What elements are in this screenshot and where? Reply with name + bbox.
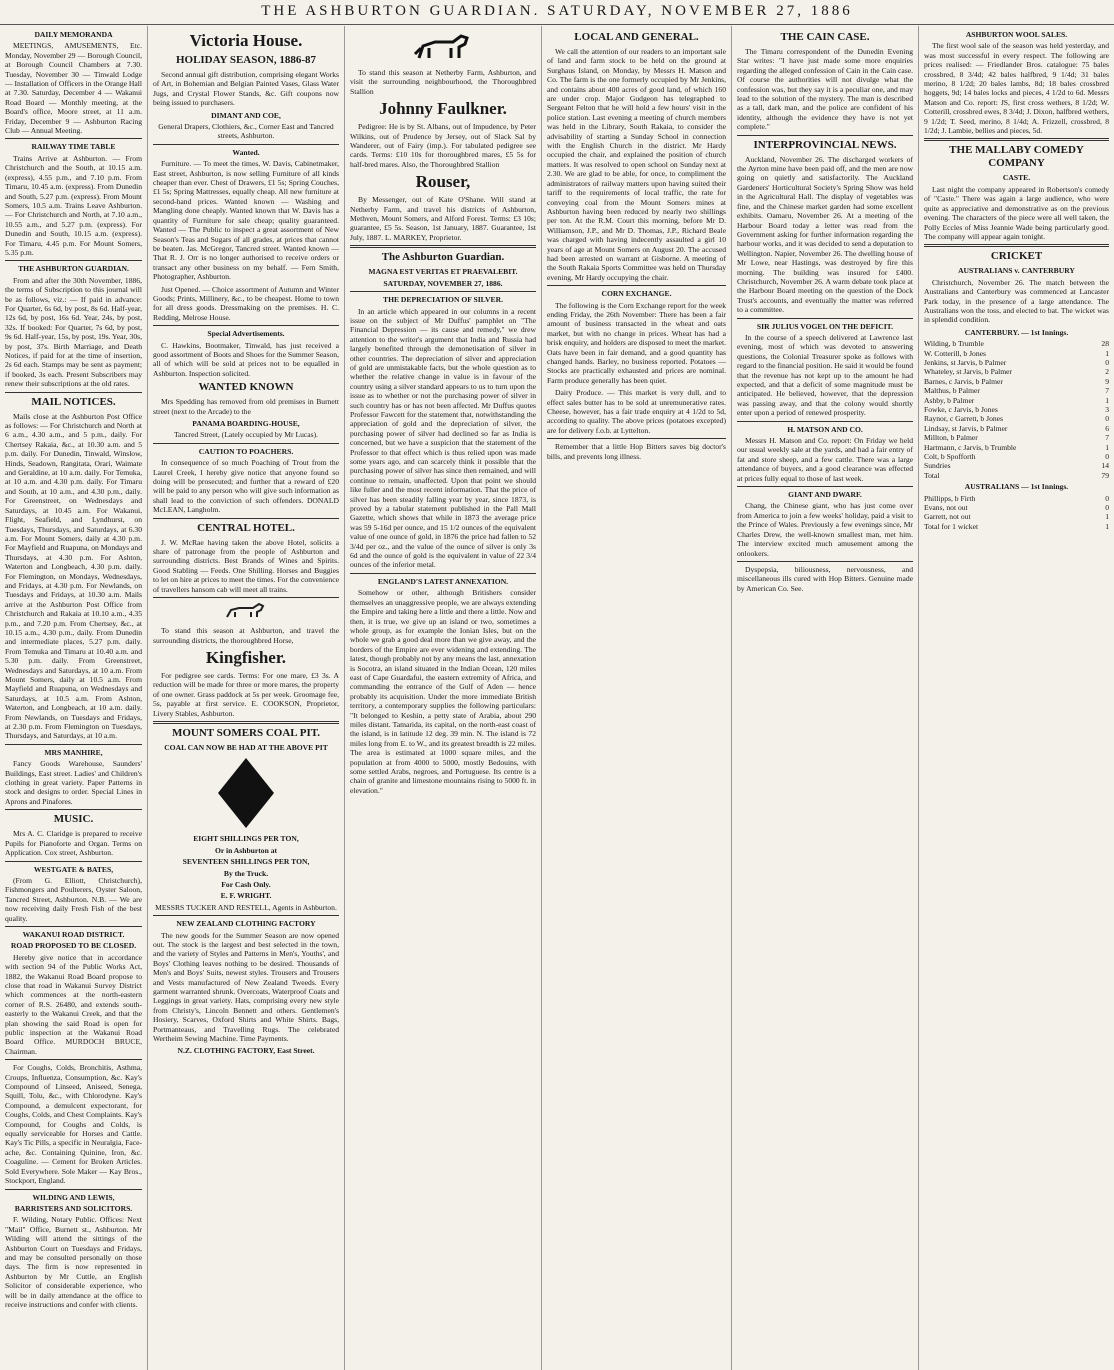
central-text: J. W. McRae having taken the above Hotel, solicits a share of patronage from the people of Ashburton and surrounding districts. Best Brands of Wines and Spirits. Good Stabling — Feeds. One Shilling. Horses and Buggies to let on hire at prices to meet the times. For the convenience of travellers hansom cab will meet all trains. (153, 537, 339, 594)
runs: 0 (1105, 357, 1109, 367)
aus-total-label: Total for 1 wicket (924, 521, 979, 531)
innings-title: CANTERBURY. — 1st Innings. (964, 327, 1069, 337)
nz-clothing-footer: N.Z. CLOTHING FACTORY, East Street. (177, 1046, 315, 1056)
wool-title: ASHBURTON WOOL SALES. (965, 30, 1068, 39)
runs: 2 (1105, 367, 1109, 377)
score-row (924, 433, 1109, 442)
score-row (924, 386, 1109, 395)
diamant-title: DIMANT AND COE, (211, 110, 281, 120)
inter-text: Auckland, November 26. The discharged workers of the Ayrton mine have been paid off, and the men are now going on quietly and satisfactorily. The Auckland Gardeners' Horticultural Society's Spring Show was held in the Agricultural Hall. The display of vegetables was fine, and the Chinese market garden had some excellent exhibits. Oamaru, November 26. At a meeting of the Harbour Board today a letter was read from the Government asking for further information regarding the harbour works, and it was decided to send a deputation to Wellington. Napier, November 26. The dwelling house of Mr Lowe, near Hastings, was destroyed by fire this morning. The building was insured for £400. Christchurch, November 26. A warm debate took place at the Harbour Board meeting on the question of the Dock Trust's accounts, and eventually the matter was referred to a committee. (737, 154, 913, 315)
wakanui-title: WAKANUI ROAD DISTRICT. (22, 929, 125, 939)
column-1 (0, 26, 148, 1370)
paper-name: The Ashburton Guardian. (381, 251, 505, 264)
runs: 6 (1105, 423, 1109, 433)
faulkner-intro: To stand this season at Netherby Farm, Ashburton, and visit the surrounding neighbourhood, the Thoroughbred Stallion (350, 68, 536, 96)
score-row (924, 461, 1109, 470)
batsman: Jenkins, st Jarvis, b Palmer (924, 357, 1007, 367)
score-row (924, 358, 1109, 367)
kingfisher-text: For pedigree see cards. Terms: For one mare, £3 3s. A reduction will be made for three or more mares, the property of one owner. Grass paddock at 5s per week. Groomage fee, 5s, payable at first service. E. COOKSON, Proprietor, Livery Stables, Ashburton. (153, 670, 339, 718)
score-row (924, 494, 1109, 503)
nz-clothing-title: NEW ZEALAND CLOTHING FACTORY (176, 919, 316, 929)
runs: 0 (1105, 452, 1109, 462)
hawkins-text: C. Hawkins, Bootmaker, Tinwald, has just received a good assortment of Boots and Shoes for the Summer Season, all of which will be sold at prices not to be equalled in Ashburton. Inspection solicited. (153, 340, 339, 378)
england-title: ENGLAND'S LATEST ANNEXATION. (377, 576, 509, 586)
rouser-title: Rouser, (415, 172, 471, 192)
rail-title: RAILWAY TIME TABLE (31, 142, 116, 152)
tucker-agents: MESSRS TUCKER AND RESTELL, Agents in Ashburton. (155, 902, 337, 912)
cain-text: The Timaru correspondent of the Dunedin Evening Star writes: "I have just made some more enquiries regarding the alleged confession of Cain in the Cain case. Of course the authorities will not divulge what the confession was, but they say it is a peculiar one, and may lead to the solution of the mystery. The man is described as a tall, dark man, and the police are confident of his identity, although the evidence they have is not yet complete." (737, 47, 913, 132)
batsman: Colt, b Spofforth (924, 452, 976, 462)
giant-text: Chang, the Chinese giant, who has just come over from America to join a few weeks' holiday, paid a visit to the Prince of Wales. Previously a few evenings since, Mr Charles Drew, the well-known smallest man, met him. The interview excited much amusement among the onlookers. (737, 501, 913, 558)
runs: 1 (1105, 512, 1109, 522)
column-5 (732, 26, 919, 1370)
manhire-title: MRS MANHIRE, (44, 747, 103, 757)
giant-title: GIANT AND DWARF. (788, 490, 862, 500)
runs: 1 (1105, 395, 1109, 405)
score-row (924, 503, 1109, 512)
aus-total: 1 (1105, 521, 1109, 531)
cricket-subtitle: AUSTRALIANS v. CANTERBURY (958, 266, 1075, 276)
guardian-text: From and after the 30th November, 1886, the terms of Subscription to this journal will be as follows, viz.: — If paid in advance: For Quarter, 6s 6d, by post, 8s 6d. Half-year, 12s 6d, by post, 16s 6d. Year, 24s, by post, 32s. If booked: For Quarter, 7s 6d, by post, 9s 6d. Half-year, 15s, by post, 19s. Year, 30s, by post, 37s. Birth Marriage, and Death Notices, if paid for at the time of insertion, 2s 6d each. Stamps may be sent as payment; if booked, 3s each. Present Subscribers may renew their subscriptions at the old rates. (5, 275, 142, 389)
manhire-text: Fancy Goods Warehouse, Saunders' Buildings, East street. Ladies' and Children's clothing in great variety. Paper Patterns in stock and designs to order. Special Lines in Aprons and Pinafores. (5, 759, 142, 806)
score-row (924, 377, 1109, 386)
coughs-text: For Coughs, Colds, Bronchitis, Asthma, Croups, Influenza, Consumption, &c. Kay's Compound of Linseed, Aniseed, Senega, Squill, Tolu, &c., with Chlorodyne. Kay's Compound, a demulcent expectorant, for Coughs, Colds, and Chest Complaints. Kay's Compound, for Coughs and Colds, is equally serviceable for Horses and Cattle. Kay's Tic Pills, a specific in Neuralgia, Face-ache, &c. Containing Quinine, Iron, &c. Coaguline. — Cement for Broken Articles. Sold Everywhere. Sole Maker — Kay Bros., Stockport, England. (5, 1063, 142, 1186)
aus-total-row (924, 522, 1109, 531)
score-row (924, 349, 1109, 358)
runs: 28 (1101, 339, 1109, 349)
batsman: Millton, b Palmer (924, 433, 978, 443)
wakanui-text: Hereby give notice that in accordance with section 94 of the Public Works Act, 1882, the Wakanui Road Board propose to close that road in Wakanui Survey District which commences at the north-eastern corner of R.S. 26480, and extends south-easterly to the Wakanui Creek, and that the plan showing the said Road is open for public inspection at the Wakanui Road Board Office. MURDOCH BRUCE, Chairman. (5, 952, 142, 1056)
vogel-text: In the course of a speech delivered at Lawrence last evening, most of which was devoted to answering questions, the Colonial Treasurer spoke as follows with regard to the financial position. He said it would be found that the revenue has not kept up to the amount he had expected, and that a deficit of some magnitude must be anticipated. He believed, however, that the depression was passing away, and that the colony would shortly enter upon a period of renewed prosperity. (737, 332, 913, 418)
runs: 3 (1105, 405, 1109, 414)
runs: 0 (1105, 493, 1109, 503)
wakanui-subtitle: ROAD PROPOSED TO BE CLOSED. (10, 941, 137, 951)
wilding-title: WILDING AND LEWIS, (32, 1192, 115, 1202)
score-row (924, 452, 1109, 461)
rouser-text: By Messenger, out of Kate O'Shane. Will stand at Netherby Farm, and travel his districts of Ashburton, Methven, Mount Somers, and Alford Forest. Terms: £3 10s; guarantee, £5 5s. Season, 1st January, 1887. Guarantee, 1st July, 1887. L. MARKEY, Proprietor. (350, 195, 536, 242)
faulkner-title: Johnny Faulkner. (379, 99, 507, 119)
batsman: Evans, not out (924, 503, 968, 513)
coal-truck: By the Truck. (223, 868, 269, 878)
mail-text: Mails close at the Ashburton Post Office as follows: — For Christchurch and North at 6 a.m., 4.30 a.m., and 5 p.m., daily. For Chertsey Rakaia, &c., at 10.30 a.m. and 5 p.m. daily. For Dunedin, Tinwald, Winslow, Hinds, Seadown, Rangitata, Orari, Waimate and Geraldine, at 10 a.m. daily. For Temuka, at 10 a.m. and 4.30 p.m. daily. For Timaru and South, at 10 a.m., and 4.30 p.m., daily. For Greenstreet, on Wednesdays and Saturdays, at 10.45 a.m. For Wakanui, Flight, Seafield, and Lyndhurst, on Tuesdays, Thursdays, and Saturdays, at 6.30 a.m. For Mount Somers, daily at 4.30 p.m. For Mayfield and Ruapuna, on Mondays and Thursdays, at 4.30 p.m. For Ashton, Waterton and Longbeach, 4.30 p.m. daily. For Flemington, on Mondays, Wednesdays, and Fridays, at 4.30 p.m. For Newlands, on Tuesdays and Fridays, at 10.30 a.m. Mails arrive at the Ashburton Post Office from Christchurch and Rakaia at 10.10 a.m., 4.35 p.m., and 7.20 p.m. From Chertsey, &c., at 10.15 a.m., 4.30 p.m., daily. From Dunedin and intermediate places, 5.27 p.m. daily. From Temuka and Timaru at 10.40 a.m. and 5.30 p.m. daily. From Greenstreet, Wednesdays and Saturdays, at 10 a.m. From Mount Somers, daily at 10.5 a.m. From Mayfield and Ruapuna, on Wednesdays and Saturdays, at 10.5 a.m. From Ashton, Waterton, and Longbeach, at 10 a.m. daily. From Newlands, on Tuesdays and Fridays, at 2.30 p.m. From Flemington on Tuesdays, Thursdays, and Saturdays, at 10 a.m. (5, 411, 142, 741)
local-text: We call the attention of our readers to an important sale of land and farm stock to be held on the ground at Surghaus Island, on Monday, by Messrs H. Matson and Co. The farm is the one formerly occupied by Mr Jenkins, and contains about 400 acres of good land, of which 160 are under crop. Major Gudgeon has telegraphed to Sergeant Felton that he will hold a few hours' visit in the police station. Last evening a meeting of church members was held in the Library, South Rakaia, to consider the advisability of starting a Sunday School in connection with the English Church in the district. Mr Hardy occupied the chair, and explained the position of church matters. It was resolved to open school on Sunday next at 2.30. We are glad to be able, for once, to compliment the administrators of railway matters upon having suited their tariff to the requirements of local traffic, the rate for conveying coal from the Mount Somers mines at Ashburton having been reduced by nearly two shillings per ton. At the R.M. Court this morning, before Mr D. Williamson, J.P., and Mr D. Thomas, J.P., Richard Beale was charged with having indecently assaulted a girl 10 years of age at Mount Somers on August 20. The accused had been arrested on warrant at Gisborne. A meeting of the South Rakaia Sports Committee was held on Thursday evening, Mr Hardy occupying the chair. (547, 47, 726, 282)
batsman: Garrett, not out (924, 512, 971, 522)
innings-total-row (924, 471, 1109, 480)
runs: 7 (1105, 433, 1109, 443)
matson-title: H. MATSON AND CO. (787, 424, 863, 434)
holiday-text: Second annual gift distribution, comprising elegant Works of Art, in Bohemian and Belgian Painted Vases, Glass Water Jugs, and Crystal Flower Stands, &c. Gift coupons now being issued to purchasers. (153, 70, 339, 108)
guardian-title: THE ASHBURTON GUARDIAN. (18, 264, 129, 274)
runs: 0 (1105, 503, 1109, 513)
coal-mid: Or in Ashburton at (214, 845, 278, 855)
runs: 0 (1105, 414, 1109, 424)
score-row (924, 424, 1109, 433)
music-text: Mrs A. C. Claridge is prepared to receive Pupils for Pianoforte and Organ. Terms on Application. Cox street, Ashburton. (5, 829, 142, 858)
central-title: CENTRAL HOTEL. (197, 521, 295, 534)
score-row (924, 512, 1109, 521)
caste-title: CASTE. (1002, 173, 1031, 183)
coal-price-town: SEVENTEEN SHILLINGS PER TON, (182, 857, 310, 867)
special-title: Special Advertisements. (207, 329, 285, 339)
leader-title: THE DEPRECIATION OF SILVER. (383, 295, 503, 305)
cricket-title: CRICKET (990, 250, 1043, 263)
caution-text: In consequence of so much Poaching of Trout from the Laurel Creek, I hereby give notice that anyone found so doing will be prosecuted; and further that a reward of £20 will be paid to any person who will give such information as shall lead to the conviction of such offenders. DONALD McLEAN, Langholm. (153, 458, 339, 515)
issue-date: SATURDAY, NOVEMBER 27, 1886. (383, 278, 503, 288)
corn-title: CORN EXCHANGE. (601, 289, 672, 299)
westgate-text: (From G. Elliott, Christchurch), Fishmongers and Poulterers, Oyster Saloon, Tancred Street, Ashburton. N.B. — We are now receiving daily Fresh Fish of the best quality. (5, 875, 142, 923)
wilding-subtitle: BARRISTERS AND SOLICITORS. (14, 1203, 133, 1213)
batsman: Fowke, c Jarvis, b Jones (924, 405, 998, 414)
leader-text: In an article which appeared in our columns in a recent issue on the subject of Mr Duffus' pamphlet on "The Financial Depression — its cause and remedy," we drew attention to the writer's argument that India and Russia had largely benefited through the demonetisation of silver in other countries. The depreciation of silver and appreciation of gold are unmistakable facts, but the whole question as to whether the relative change in value is in favour of the country using a silver standard appears to us to turn upon the issue as to whether or not the purchasing power of silver in such country has or has not been affected. Mr Duffus quotes Professor Fawcett for the statement that, notwithstanding the appreciation of gold and the depreciation of silver, the purchasing power of silver had declined so far as India is concerned, but we have a suspicion that the statement of the Professor to that effect which is thus relied upon was made some years ago, and can scarcely think it possible that the purchasing power of silver has since then remained, and will continue to remain, unaffected. Upon that point we should like fuller and the most recent information. That the price of silver has been steadily falling year by year, since 1873, is proved by a tabular statement published in the Pall Mall Gazette, which shows that while in 1873 the average price was 59 5-16d per ounce, and 15 1/2 ounces of the equivalent value of one ounce of gold, in 1876 the price had fallen to 52 3/4d per oz., and the value of the ounce of silver is only 3s 6d and the ounce of gold is the equivalent in value of 22 3/4 ounces of the inferior metal. (350, 306, 536, 570)
batsman: Barnes, c Jarvis, b Palmer (924, 376, 1003, 386)
batsman: W. Cotterill, b Jones (924, 348, 986, 358)
score-row (924, 414, 1109, 423)
batsman: Sundries (924, 461, 951, 471)
rail-text: Trains Arrive at Ashburton. — From Christchurch and the South, at 10.15 a.m. (express), 4.55 p.m., and 7.10 p.m. From Timaru, 10.45 a.m. (express). From Dunedin and South, 5.27 p.m. (express). From Mount Somers, 10.5 a.m. Trains Leave Ashburton. — For Christchurch and North, at 7.10 a.m., 10.55 a.m., and 5.27 p.m. (express). For Dunedin and South, 10.15 a.m. (express). For Timaru, 4.45 p.m. For Mount Somers, 5.35 p.m. (5, 153, 142, 257)
produce-text: Dairy Produce. — This market is very dull, and to effect sales butter has to be sold at unremunerative rates. Cheese, however, has a fair trade enquiry at 4 1/2d to 5d, according to quality. The above prices (potatoes excepted) are for delivery f.o.b. at Lyttelton. (547, 388, 726, 435)
matson-text: Messrs H. Matson and Co. report: On Friday we held our usual weekly sale at the yards, and had a fair entry of fat and store sheep, and a few cattle. There was a large attendance of buyers, and a good clearance was effected at prices fully equal to those of last week. (737, 436, 913, 483)
column-2 (148, 26, 345, 1370)
england-text: Somehow or other, although Britishers consider themselves an unaggressive people, we are always extending the Empire and taking here a little and there a little. Now and then, it is true, we give up an island or two, sometimes a whole group, as for example the Ionian Isles, but on the whole we grab a good deal more than we give away, and the borders of the Empire are ever widening and extending. The latest, though probably not by any means the last, annexation is Socotra, an island situated in the Indian Ocean, 120 miles east of Cape Guardafui, the eastern extremity of Africa, and commanding the entrance of the Gulf of Aden — hence probably its acquisition. Under the more immediate British territory, a contemporary supplies the following particulars: "It belonged to Keshin, a petty state of Arabia, about 290 miles distant. Tamarida, its capital, on the north-east coast of the island, is in latitude 12 deg. 39 min. N. The island is 72 miles long from E. to W., and its greatest breadth is 22 miles. The area is estimated at 1000 square miles, and the population at from 4000 to 5000, mostly Bedouins, with some settled Arabs, negroes, and Portuguese. Its centre is a chain of granite and limestone mountains rising to 5000 ft. in elevation." (350, 588, 536, 795)
wool-text: The first wool sale of the season was held yesterday, and was most successful in every respect. The following are prices realised: — Friedlander Bros. catalogue: 75 bales crossbred, 8 3/4d; 42 bales halfbred, 9 1/4d; 31 bales merino, 8 1/2d; 20 bales lambs, 8d; 18 bales crossbred hoggets, 9d; 14 bales locks and pieces, 4 1/2d to 6d. Messrs Matson and Co. report: JS, first cross wethers, 8 1/2d; W. Cotterill, crossbred ewes, 8 3/4d; J. Dixon, halfbred wethers, 9 1/2d; T. Seed, merino, 8 1/4d; A. Frizzell, crossbred, 8 1/2d; J. Lambie, bellies and pieces, 5d. (924, 41, 1109, 136)
masthead: THE ASHBURTON GUARDIAN. SATURDAY, NOVEMBER 27, 1886 (0, 0, 1114, 25)
runs: 1 (1105, 442, 1109, 452)
stallion-illustration (413, 32, 473, 64)
coal-cash: For Cash Only. (221, 879, 271, 889)
cain-title: THE CAIN CASE. (780, 31, 870, 43)
runs: 14 (1101, 461, 1109, 471)
coal-diamond-illustration (216, 756, 276, 830)
motto: MAGNA EST VERITAS ET PRAEVALEBIT. (368, 267, 518, 277)
memo-text: MEETINGS, AMUSEMENTS, Etc. Monday, November 29 — Borough Council, at Borough Council Chambers at 7.30. Tuesday, November 30 — Tinwald Lodge — Installation of Officers in the Orange Hall at 7.30. Saturday, December 4 — Wakanui Road Board — Monthly meeting, at the Board's office, Moore street, at 11 a.m. Friday, December 9 — Ashburton Racing Club — Annual Meeting. (5, 41, 142, 136)
score-row (924, 396, 1109, 405)
wanted-known-title: WANTED KNOWN (198, 381, 294, 394)
score-row (924, 443, 1109, 452)
mallaby-text: Last night the company appeared in Robertson's comedy of "Caste." There was again a large audience, who were quite as appreciative and demonstrative as on the previous evening. The characters of the piece were all well taken, the Polly Eccles of Miss Jeannie Wade being particularly good. The company will appear again tonight. (924, 184, 1109, 241)
column-3 (345, 26, 542, 1370)
score-row (924, 405, 1109, 414)
local-title: LOCAL AND GENERAL. (574, 31, 699, 43)
batsman: Malthus, b Palmer (924, 386, 980, 396)
batsman: Raynor, c Garrett, b Jones (924, 414, 1003, 424)
coal-price-pit: EIGHT SHILLINGS PER TON, (193, 834, 299, 844)
panama-title: PANAMA BOARDING-HOUSE, (192, 419, 300, 428)
batsman: Phillipps, b Firth (924, 493, 976, 503)
panama-subtitle: Tancred Street, (Lately occupied by Mr Lucas). (173, 430, 319, 440)
music-title: MUSIC. (53, 813, 94, 826)
column-6 (919, 26, 1114, 1370)
bitters-note: Remember that a little Hop Bitters saves big doctor's bills, and prevents long illness. (547, 442, 726, 461)
kingfisher-title: Kingfisher. (205, 647, 287, 667)
batsman: Ashby, b Palmer (924, 395, 975, 405)
westgate-title: WESTGATE & BATES, (33, 864, 114, 874)
horse-illustration (223, 602, 269, 622)
opened-text: Just Opened. — Choice assortment of Autumn and Winter Goods; Prints, Millinery, &c., to be cheapest. Home to town for all dress goods. Dressmaking on the premises. H. C. Redding, Melrose House. (153, 284, 339, 322)
coal-heading: COAL CAN NOW BE HAD AT THE ABOVE PIT (164, 742, 328, 752)
dyspepsia-note: Dyspepsia, biliousness, nervousness, and miscellaneous ills cured with Hop Bitters. Genuine made by American Co. See. (737, 564, 913, 593)
victoria-title: Victoria House. (189, 31, 303, 50)
wanted-title: Wanted. (232, 147, 260, 157)
runs: 7 (1105, 386, 1109, 396)
innings-list (924, 339, 1109, 471)
mount-somers-title: MOUNT SOMERS COAL PIT. (171, 726, 321, 739)
vogel-title: SIR JULIUS VOGEL ON THE DEFICIT. (756, 321, 894, 331)
mallaby-title: THE MALLABY COMEDY COMPANY (949, 144, 1084, 170)
batsman: Lindsay, st Jarvis, b Palmer (924, 423, 1008, 433)
column-4 (542, 26, 732, 1370)
holiday-title: HOLIDAY SEASON, 1886-87 (175, 54, 317, 66)
nz-clothing-text: The new goods for the Summer Season are now opened out. The stock is the largest and best selected in the town, and the variety of Styles and Patterns in Men's, Youths', and Boys' Clothing leaves nothing to be desired. Thousands of Men's and Boys' Suits, newest styles. Trousers and Trousers and Vests manufactured of New Zealand Tweeds. Every garment warranted shrunk. Overcoats, Waterproof Coats and Leggings in great variety. Hats, comprising every new style from Christy's, Lincoln Bennett and others. Gentlemen's Hosiery, Scarves, Oxford Shirts and White Shirts. Bags, Portmanteaus, and Travelling Rugs. The celebrated Wertheim Sewing Machine. Time Payments. (153, 930, 339, 1044)
runs: 9 (1105, 376, 1109, 386)
inter-title: INTERPROVINCIAL NEWS. (753, 138, 897, 151)
innings-total: 79 (1101, 470, 1109, 480)
faulkner-text: Pedigree: He is by St. Albans, out of Impudence, by Peter Wilkins, out of Prudence by Jersey, out of Slack Sal by Wanderer, out of Fairy (imp.). For tabulated pedigree see cards. Terms: £10 10s for thoroughbred mares, £5 5s for half-bred mares. Also, the Thoroughbred Stallion (350, 122, 536, 169)
wanted-text: Furniture. — To meet the times, W. Davis, Cabinetmaker, East street, Ashburton, is now selling Furniture of all kinds cheaper than ever. Chest of Drawers, £1 5s; Spring Couches, £1 5s; Spring Mattresses, equally cheap. All new furniture at second-hand prices. Wanted known — Washing and Mangling done cheaply. Wanted known that W. Davis has a quantity of Furniture for sale cheap; quality guaranteed. Wanted — The Public to inspect a great assortment of New Season's Teas and Sugars of all grades, at prices that cannot be beaten. Jas. McGregor, Tancred street. Wanted known — That R. J. Orr is no longer authorised to receive orders or transact any other business on my behalf. — Fern Smith, Photographer, Ashburton. (153, 159, 339, 282)
aus-innings-title: AUSTRALIANS — 1st Innings. (964, 482, 1069, 492)
diamant-subtitle: General Drapers, Clothiers, &c., Corner East and Tancred streets, Ashburton. (158, 122, 334, 141)
batsman: Whateley, st Jarvis, b Palmer (924, 367, 1013, 377)
kingfisher-intro: To stand this season at Ashburton, and travel the surrounding districts, the thoroughbred Horse, (153, 626, 339, 645)
caution-title: CAUTION TO POACHERS. (198, 446, 294, 456)
coal-wright: E. F. WRIGHT. (220, 891, 272, 901)
cricket-text: Christchurch, November 26. The match between the Australians and Canterbury was commenced at Lancaster Park today, in the presence of a large attendance. The Australians won the toss, and elected to bat. The wicket was in splendid condition. (924, 277, 1109, 325)
mail-title: MAIL NOTICES. (31, 395, 116, 408)
memo-title: DAILY MEMORANDA (34, 30, 113, 39)
batsman: Hartmann, c Jarvis, b Trumble (924, 442, 1017, 452)
aus-innings-list (924, 494, 1109, 522)
innings-total-label: Total (924, 470, 940, 480)
score-row (924, 367, 1109, 376)
batsman: Wilding, b Trumble (924, 339, 984, 349)
wilding-text: F. Wilding, Notary Public. Offices: Next "Mail" Office, Burnett st., Ashburton. Mr Wilding will attend the sittings of the Ashburton Court on Tuesdays and Fridays, and may be consulted personally on those days. The firm is now represented in Ashburton by Mr Cuttle, an English Solicitor of considerable experience, who will be in daily attendance at the office to receive instructions and confer with clients. (5, 1215, 142, 1309)
wanted-known-text: Mrs Spedding has removed from old premises in Burnett street (next to the Arcade) to the (153, 397, 339, 416)
runs: 1 (1105, 348, 1109, 358)
score-row (924, 339, 1109, 348)
corn-text: The following is the Corn Exchange report for the week ending Friday, the 26th November: There has been a fair amount of business transacted in the wheat and oats market, but with no change in prices. Wheat has had a brisk enquiry, and holders are disposed to meet the market. Oats have been in fair demand, and a good quantity has changed hands. Barley, no business reported. Potatoes — Stocks are practically exhausted and prices are nominal. Farm produce generally has been quiet. (547, 300, 726, 385)
